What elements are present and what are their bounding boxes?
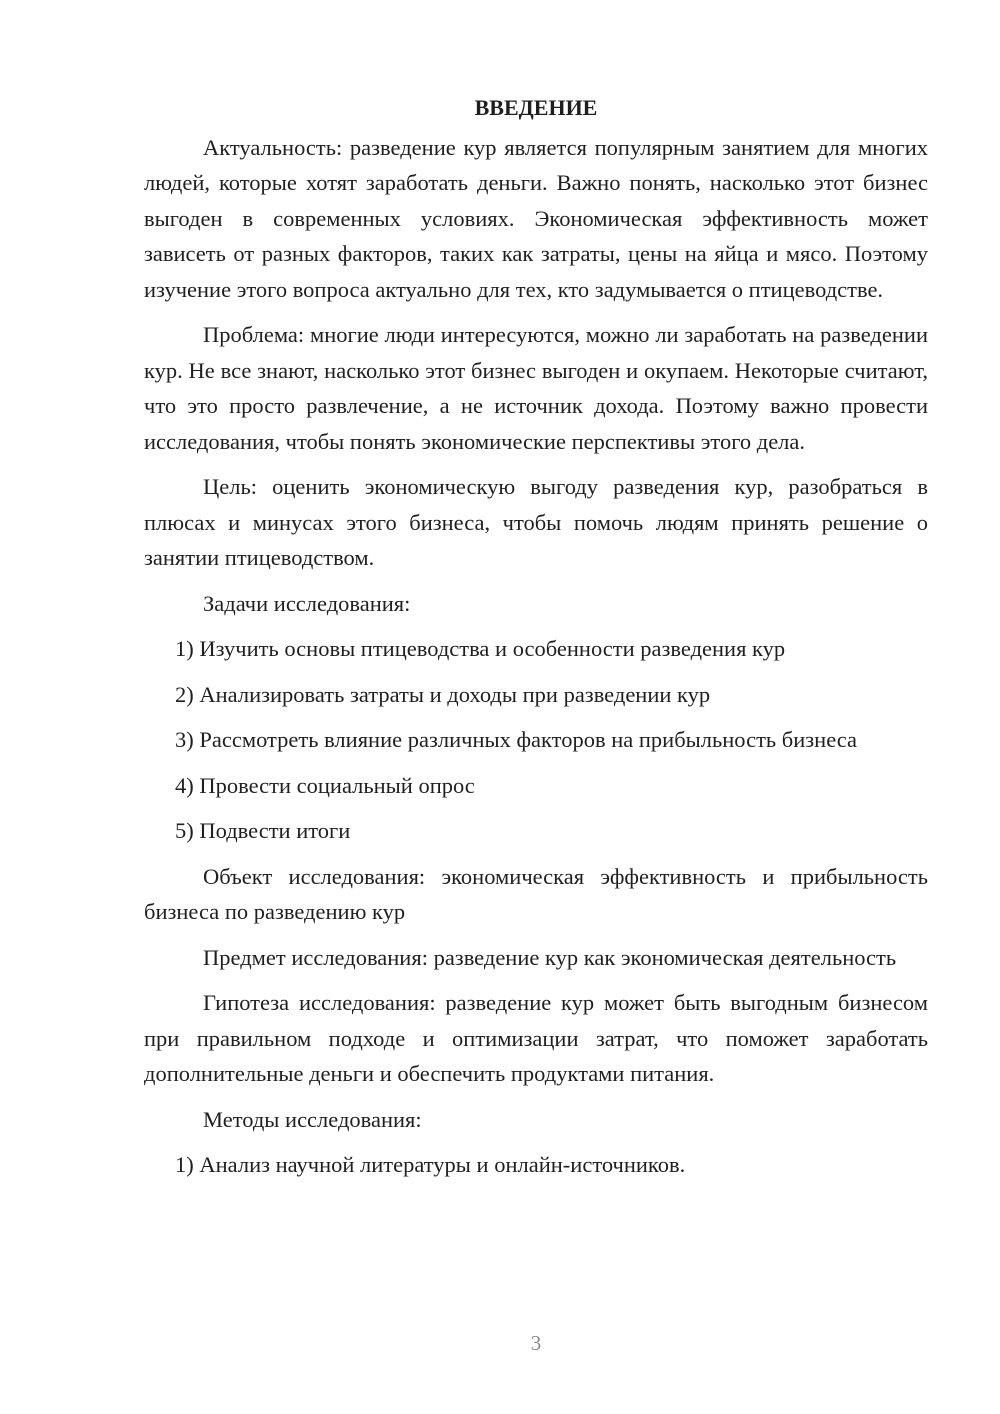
paragraph-goal: Цель: оценить экономическую выгоду разведения кур, разобраться в плюсах и минусах этого бизнеса, чтобы помочь людям принять решение о занятии птицеводством. (144, 474, 928, 570)
section-title: ВВЕДЕНИЕ (474, 95, 598, 120)
tasks-heading: Задачи исследования: (203, 590, 411, 616)
paragraph-relevance: Актуальность: разведение кур является популярным занятием для многих людей, которые хотят заработать деньги. Важно понять, насколько этот бизнес выгоден в современных условиях. Экономическая эффективность может зависеть от разных факторов, таких как затраты, цены на яйца и мясо. Поэтому изучение этого вопроса актуально для тех, кто задумывается о птицеводстве. (144, 134, 928, 302)
task-item: 1) Изучить основы птицеводства и особенности разведения кур (175, 636, 786, 661)
task-item: 5) Подвести итоги (175, 818, 351, 843)
paragraph-problem: Проблема: многие люди интересуются, можно ли заработать на разведении кур. Не все знают, насколько этот бизнес выгоден и окупаем. Некоторые считают, что это просто развлечение, а не источник дохода. Поэтому важно провести исследования, чтобы понять экономические перспективы этого дела. (144, 322, 928, 454)
methods-heading: Методы исследования: (203, 1106, 422, 1132)
paragraph-hypothesis: Гипотеза исследования: разведение кур может быть выгодным бизнесом при правильном подходе и оптимизации затрат, что поможет заработать дополнительные деньги и обеспечить продуктами питания. (144, 990, 928, 1086)
method-item: 1) Анализ научной литературы и онлайн-источников. (175, 1152, 686, 1177)
page-content (144, 90, 928, 1193)
task-item: 3) Рассмотреть влияние различных факторов на прибыльность бизнеса (175, 727, 858, 752)
paragraph-object: Объект исследования: экономическая эффективность и прибыльность бизнеса по разведению кур (144, 863, 928, 924)
page-number: 3 (530, 1331, 542, 1355)
task-item: 4) Провести социальный опрос (175, 772, 475, 798)
paragraph-subject: Предмет исследования: разведение кур как экономическая деятельность (203, 944, 897, 970)
task-item: 2) Анализировать затраты и доходы при разведении кур (175, 681, 711, 707)
